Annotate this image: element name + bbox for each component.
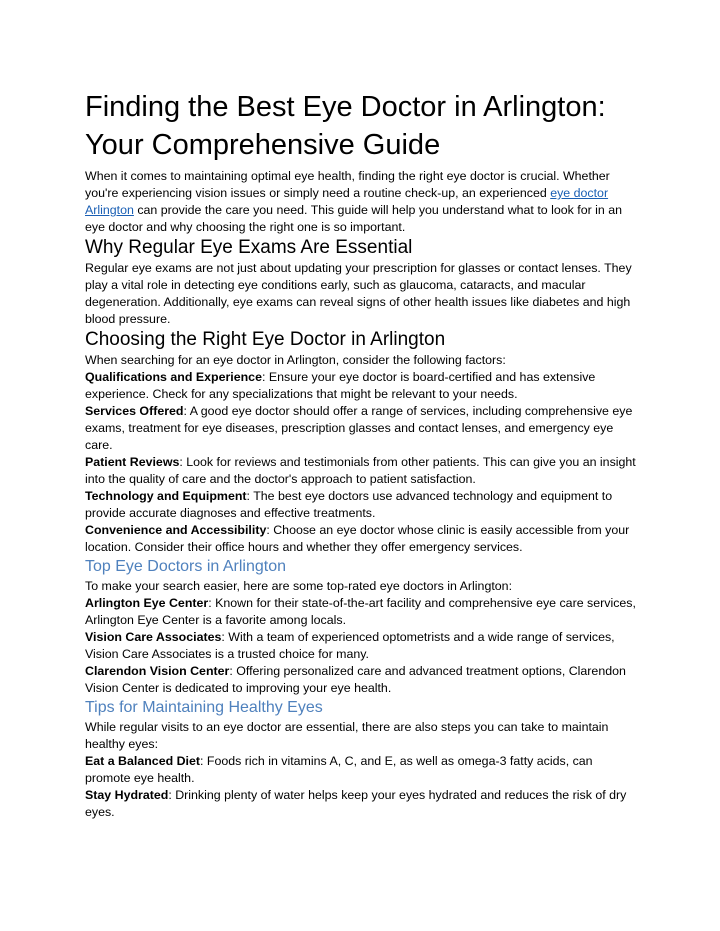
factor-text: : Look for reviews and testimonials from other patients. This can give you an insight into the quality of care and the doctor's approach to patient satisfaction. <box>85 455 636 486</box>
doctor-name: Clarendon Vision Center <box>85 664 230 678</box>
top-doctors-intro: To make your search easier, here are some top-rated eye doctors in Arlington: <box>85 579 513 593</box>
doctor-name: Arlington Eye Center <box>85 596 209 610</box>
factor-term: Technology and Equipment <box>85 489 247 503</box>
factor-term: Services Offered <box>85 404 184 418</box>
factor-text: : Ensure your eye doctor is board-certified and has extensive experience. Check for any specializations that might be relevant to your needs. <box>85 370 596 401</box>
factor-term: Patient Reviews <box>85 455 180 469</box>
doctor-text: : Offering personalized care and advanced treatment options, Clarendon Vision Center is dedicated to improving your eye health. <box>85 664 626 695</box>
section-heading-eye-exams: Why Regular Eye Exams Are Essential <box>85 237 413 258</box>
factor-item <box>85 454 637 488</box>
tip-term: Eat a Balanced Diet <box>85 754 201 768</box>
document-page <box>85 88 637 821</box>
tip-item <box>85 787 637 821</box>
factor-item <box>85 488 637 522</box>
tip-text: : Foods rich in vitamins A, C, and E, as well as omega-3 fatty acids, can promote eye health. <box>85 754 593 785</box>
tip-term: Stay Hydrated <box>85 788 169 802</box>
factor-item <box>85 369 637 403</box>
eye-doctor-arlington-link[interactable]: eye doctor Arlington <box>85 186 609 217</box>
factor-text: : Choose an eye doctor whose clinic is easily accessible from your location. Consider their office hours and whether they offer emergency services. <box>85 523 630 554</box>
doctor-name: Vision Care Associates <box>85 630 222 644</box>
doctor-item <box>85 663 637 697</box>
factor-term: Qualifications and Experience <box>85 370 262 384</box>
section-heading-top-doctors: Top Eye Doctors in Arlington <box>85 558 286 575</box>
tip-item <box>85 753 637 787</box>
eye-exams-paragraph: Regular eye exams are not just about updating your prescription for glasses or contact lenses. They play a vital role in detecting eye conditions early, such as glaucoma, cataracts, and macular degeneration. Additionally, eye exams can reveal signs of other health issues like diabetes and high blood pressure. <box>85 261 632 326</box>
page-title: Finding the Best Eye Doctor in Arlington: Your Comprehensive Guide <box>85 91 606 161</box>
intro-text-before: When it comes to maintaining optimal eye health, finding the right eye doctor is crucial. Whether you're experiencing vision issues or simply need a routine check-up, an experienced <box>85 169 610 200</box>
factor-item <box>85 403 637 454</box>
tip-text: : Drinking plenty of water helps keep your eyes hydrated and reduces the risk of dry eyes. <box>85 788 627 819</box>
section-heading-choosing: Choosing the Right Eye Doctor in Arlington <box>85 329 446 350</box>
intro-text-after: can provide the care you need. This guide will help you understand what to look for in an eye doctor and why choosing the right one is so important. <box>85 203 623 234</box>
choosing-intro: When searching for an eye doctor in Arlington, consider the following factors: <box>85 353 506 367</box>
factor-item <box>85 522 637 556</box>
section-heading-tips: Tips for Maintaining Healthy Eyes <box>85 699 323 716</box>
tips-intro: While regular visits to an eye doctor are essential, there are also steps you can take to maintain healthy eyes: <box>85 720 609 751</box>
doctor-item <box>85 595 637 629</box>
intro-paragraph <box>85 168 637 236</box>
factor-text: : A good eye doctor should offer a range of services, including comprehensive eye exams, treatment for eye diseases, prescription glasses and contact lenses, and emergency eye care. <box>85 404 633 452</box>
doctor-text: : With a team of experienced optometrists and a wide range of services, Vision Care Associates is a trusted choice for many. <box>85 630 615 661</box>
factor-term: Convenience and Accessibility <box>85 523 267 537</box>
factor-text: : The best eye doctors use advanced technology and equipment to provide accurate diagnoses and effective treatments. <box>85 489 613 520</box>
doctor-item <box>85 629 637 663</box>
doctor-text: : Known for their state-of-the-art facility and comprehensive eye care services, Arlington Eye Center is a favorite among locals. <box>85 596 636 627</box>
